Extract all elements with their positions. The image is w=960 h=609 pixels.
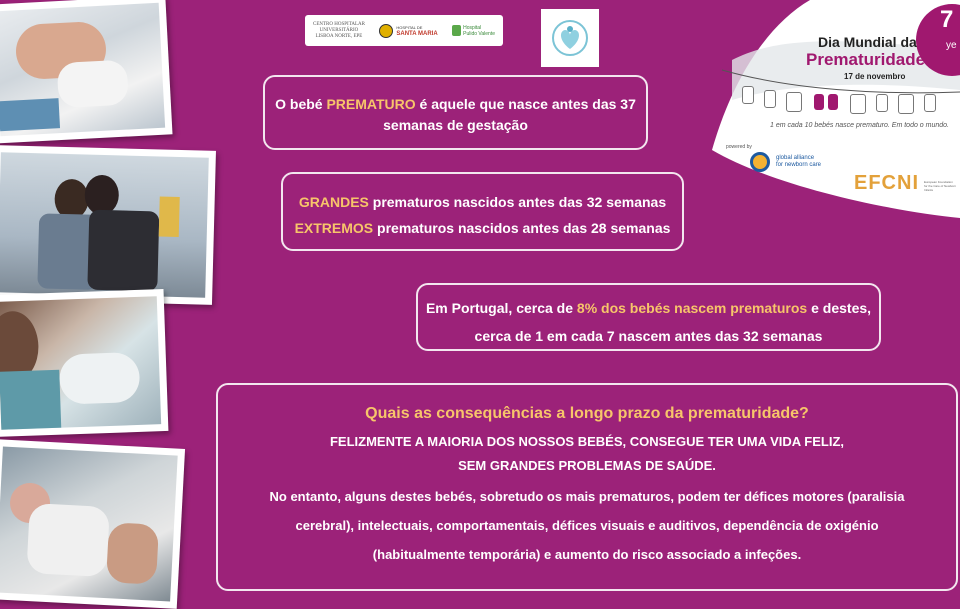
consequences-box: [216, 383, 958, 591]
banner-badge-suffix: ye: [946, 40, 957, 51]
portugal-stats-box: [416, 283, 881, 351]
world-prematurity-day-banner: [712, 0, 960, 218]
hospital-logos: [305, 15, 503, 46]
baby-onesie-icon: [850, 94, 866, 114]
powered-by-label: powered by: [726, 144, 752, 150]
photo-newborn-incubator: [0, 0, 173, 144]
gfcni-logo: global alliance for newborn care: [776, 155, 822, 168]
definition-line1: O bebé PREMATURO é aquele que nasce antes das 37: [275, 96, 636, 112]
efcni-subtitle: European Foundation for the Care of Newborn Infants: [924, 180, 957, 192]
portugal-stats-line2: cerca de 1 em cada 7 nascem antes das 32 semanas: [474, 328, 823, 344]
consequences-question: Quais as consequências a longo prazo da prematuridade?: [365, 405, 809, 422]
baby-onesie-icon: [898, 94, 914, 114]
neonatal-logo: [541, 9, 599, 67]
baby-sock-icon: [742, 86, 754, 104]
gfcni-logo-icon: [750, 152, 770, 172]
consequences-caps-line2: SEM GRANDES PROBLEMAS DE SAÚDE.: [458, 458, 716, 473]
leaf-icon: [452, 25, 461, 36]
baby-sock-icon: [814, 94, 824, 110]
photo-baby-in-incubator: [0, 439, 185, 609]
grandes-line: GRANDES prematuros nascidos antes das 32 semanas: [298, 194, 667, 210]
santa-maria-emblem-icon: [379, 24, 393, 38]
definition-box: [263, 75, 648, 150]
chln-logo: CENTRO HOSPITALAR UNIVERSITÁRIO LISBOA NORTE, EPE: [313, 21, 365, 39]
photo-father-with-newborn: [0, 289, 168, 437]
santa-maria-logo: HOSPITAL DE SANTA MARIA: [379, 24, 437, 38]
mother-baby-heart-icon: [541, 9, 599, 67]
definition-line2: semanas de gestação: [383, 117, 528, 133]
baby-clothes-line: [742, 84, 960, 114]
baby-onesie-icon: [786, 92, 802, 112]
banner-tagline: 1 em cada 10 bebés nasce prematuro. Em todo o mundo.: [770, 122, 949, 129]
baby-sock-icon: [924, 94, 936, 112]
prematurity-levels-box: [281, 172, 684, 251]
consequences-line2: cerebral), intelectuais, comportamentais, défices visuais e auditivos, dependência de oxigénio: [295, 518, 879, 533]
banner-date: 17 de novembro: [844, 72, 906, 81]
efcni-logo: EFCNI: [854, 172, 919, 194]
extremos-line: EXTREMOS prematuros nascidos antes das 28 semanas: [294, 220, 671, 236]
banner-badge: 7: [940, 6, 954, 33]
photo-parents-with-baby: [0, 145, 216, 305]
consequences-line1: No entanto, alguns destes bebés, sobretudo os mais prematuros, podem ter défices motores (paralisia: [269, 489, 905, 504]
baby-sock-icon: [828, 94, 838, 110]
baby-sock-icon: [764, 90, 776, 108]
banner-title-line2: Prematuridade: [806, 50, 926, 69]
consequences-caps-line1: FELIZMENTE A MAIORIA DOS NOSSOS BEBÉS, CONSEGUE TER UMA VIDA FELIZ,: [329, 434, 844, 449]
portugal-stats-line1: Em Portugal, cerca de 8% dos bebés nascem prematuros e destes,: [425, 300, 872, 316]
consequences-line3: (habitualmente temporária) e aumento do risco associado a infeções.: [372, 547, 802, 562]
pulido-valente-logo: Hospital Pulido Valente: [452, 25, 495, 37]
banner-title-line1: Dia Mundial da: [818, 34, 917, 50]
baby-sock-icon: [876, 94, 888, 112]
